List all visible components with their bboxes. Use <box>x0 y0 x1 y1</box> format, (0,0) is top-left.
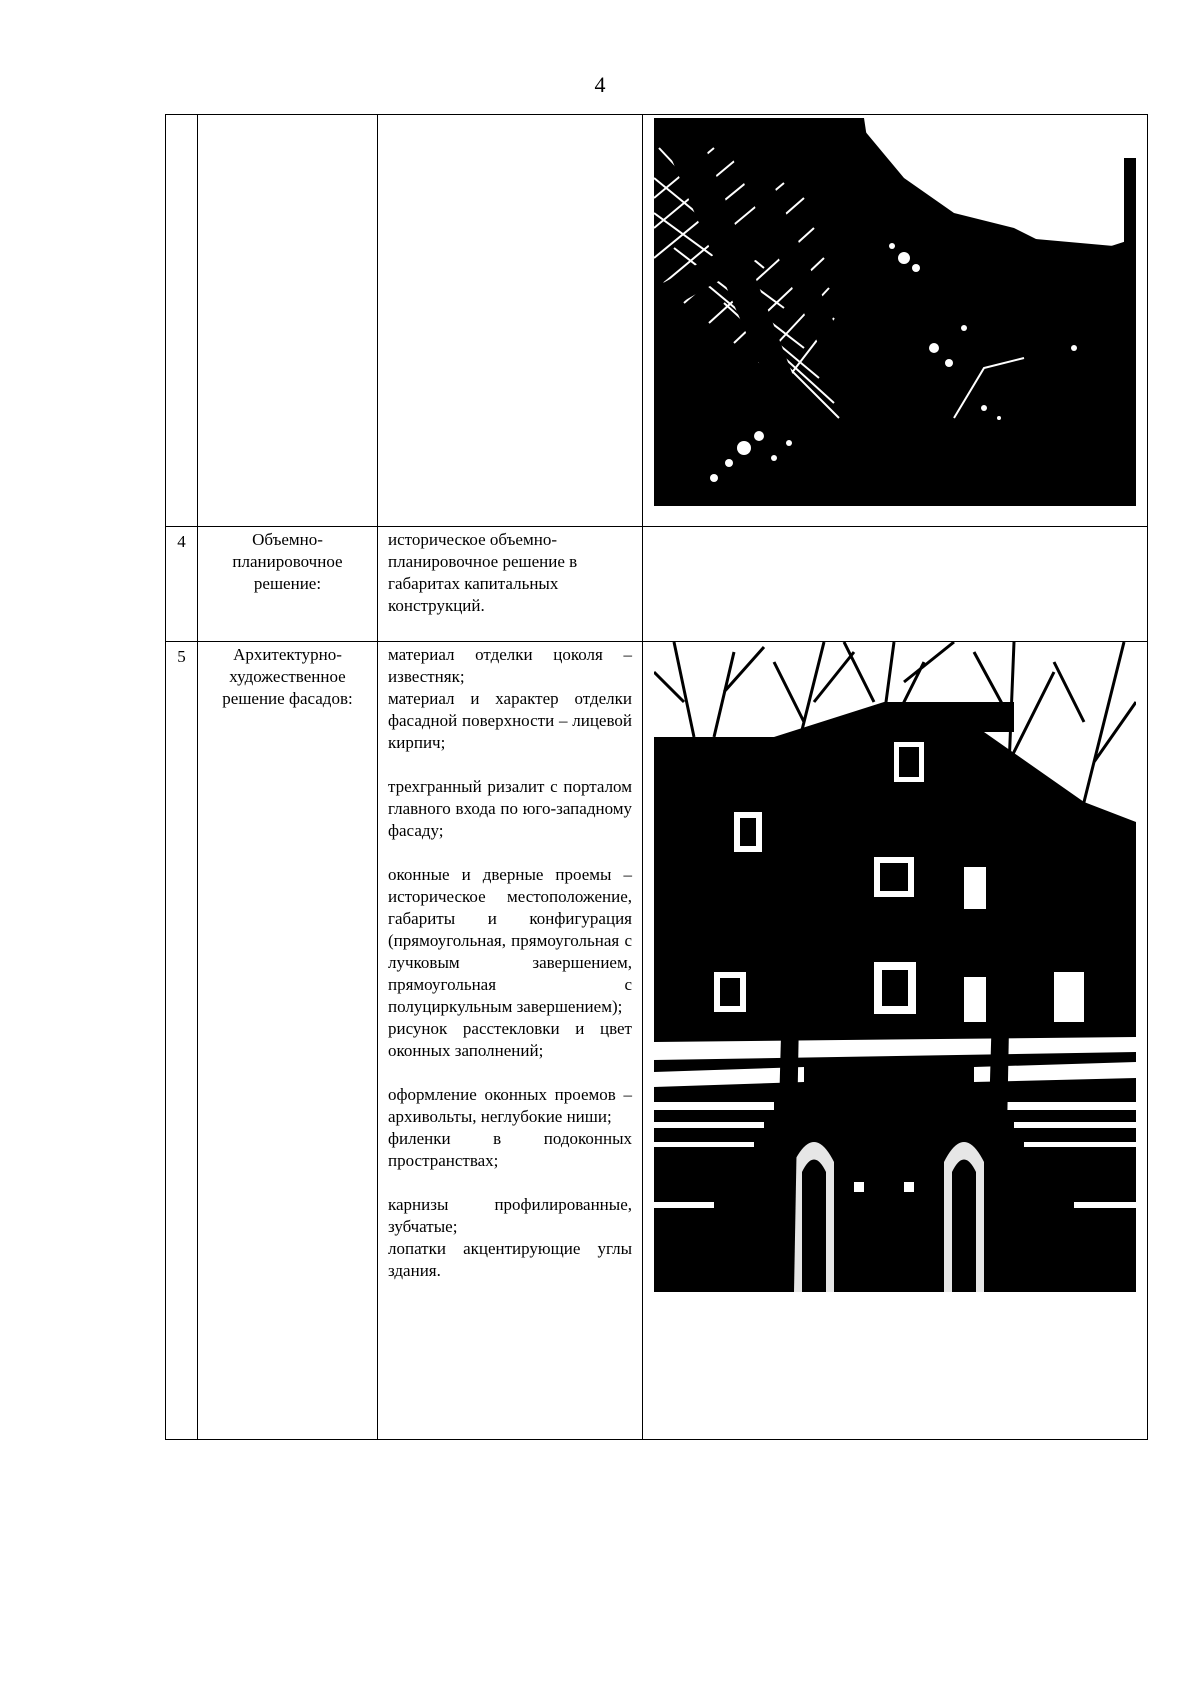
description-line: карнизы профилированные, зубчатые; <box>388 1195 632 1236</box>
description-line: трехгранный ризалит с порталом главного входа по юго-западному фасаду; <box>388 777 632 840</box>
photo-cell-building <box>643 642 1148 1440</box>
row-description <box>378 115 643 527</box>
page-number: 4 <box>594 72 606 97</box>
photo-cell-structure <box>643 115 1148 527</box>
description-line: оформление оконных проемов – архивольты, неглубокие ниши; <box>388 1085 632 1126</box>
description-line: материал и характер отделки фасадной поверхности – лицевой кирпич; <box>388 689 632 752</box>
table-row-5 <box>166 642 1148 1440</box>
description-line: рисунок расстекловки и цвет оконных заполнений; <box>388 1019 632 1060</box>
row-description <box>378 642 643 1440</box>
row-attribute <box>198 115 378 527</box>
document-table <box>165 114 1148 1440</box>
description-line: материал отделки цоколя – известняк; <box>388 645 632 686</box>
description-line: историческое объемно-планировочное решение в габаритах капитальных конструкций. <box>388 530 578 615</box>
building-photo <box>654 642 1136 1292</box>
empty-photo-cell <box>643 527 1148 642</box>
structure-photo <box>654 118 1136 506</box>
row-description <box>378 527 643 642</box>
row-number <box>166 115 198 527</box>
table-row-continuation <box>166 115 1148 527</box>
row-attribute: Архитектурно-художественное решение фасадов: <box>198 642 378 1440</box>
table-row-4 <box>166 527 1148 642</box>
description-line: оконные и дверные проемы – историческое местоположение, габариты и конфигурация (прямоугольная, прямоугольная с лучковым завершением, прямоугольная с полуциркульным завершением); <box>388 865 632 1016</box>
row-number: 4 <box>166 527 198 642</box>
description-line: лопатки акцентирующие углы здания. <box>388 1239 632 1280</box>
description-line: филенки в подоконных пространствах; <box>388 1129 632 1170</box>
row-attribute: Объемно-планировочное решение: <box>198 527 378 642</box>
row-number: 5 <box>166 642 198 1440</box>
